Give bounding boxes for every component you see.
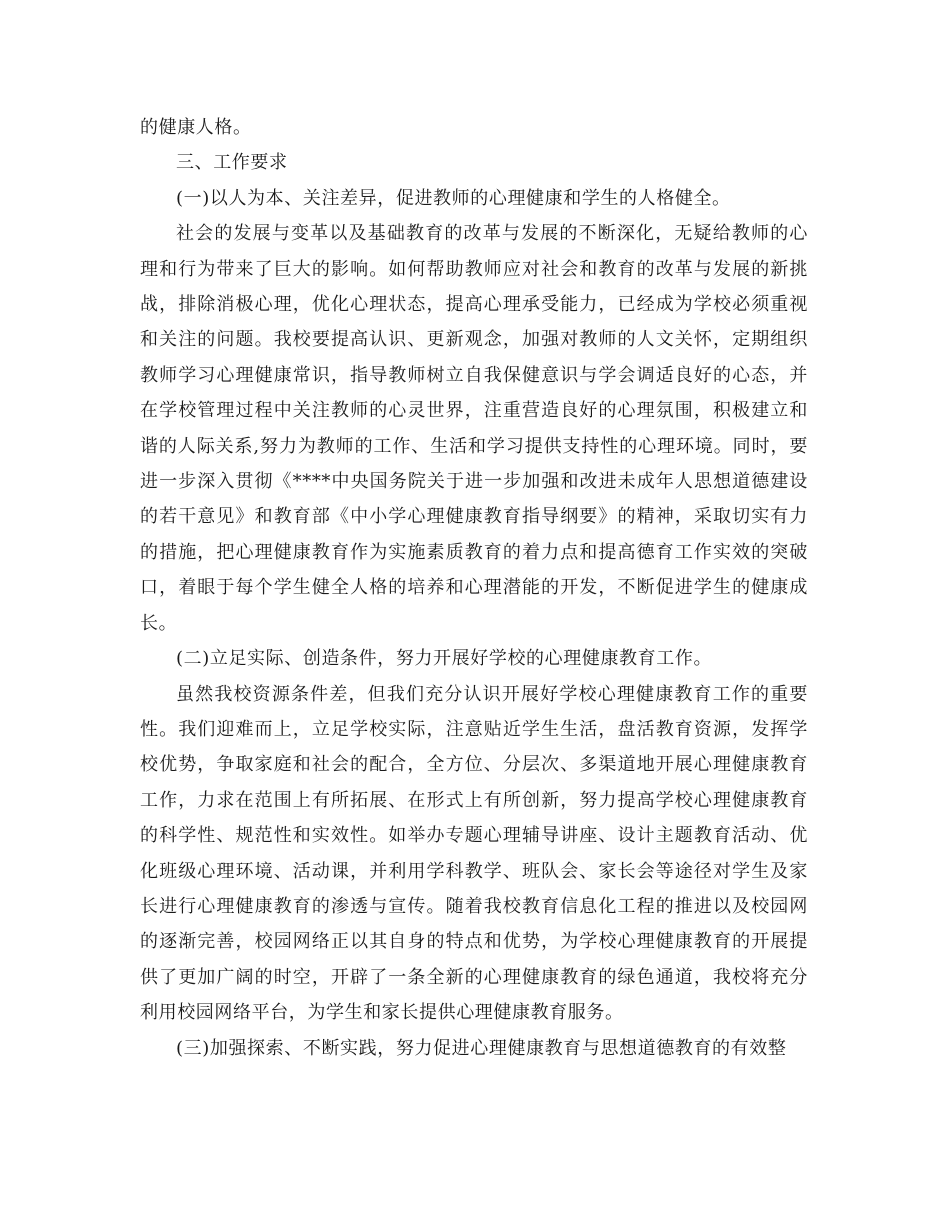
subheading-3: (三)加强探索、不断实践，努力促进心理健康教育与思想道德教育的有效整 [176,1037,787,1059]
paragraph-1: 社会的发展与变革以及基础教育的改革与发展的不断深化，无疑给教师的心理和行为带来了巨大的影响。如何帮助教师应对社会和教育的改革与发展的新挑战，排除消极心理，优化心理状态，提高心理承受能力，已经成为学校必须重视和关注的问题。我校要提高认识、更新观念，加强对教师的人文关怀，定期组织教师学习心理健康常识，指导教师树立自我保健意识与学会调适良好的心态，并在学校管理过程中关注教师的心灵世界，注重营造良好的心理氛围，积极建立和谐的人际关系,努力为教师的工作、生活和学习提供支持性的心理环境。同时，要进一步深入贯彻《****中央国务院关于进一步加强和改进未成年人思想道德建设的若干意见》和教育部《中小学心理健康教育指导纲要》的精神，采取切实有力的措施，把心理健康教育作为实施素质教育的着力点和提高德育工作实效的突破口，着眼于每个学生健全人格的培养和心理潜能的开发，不断促进学生的健康成长。 [140,223,808,634]
section-heading-work-requirements: 三、工作要求 [176,152,288,174]
subheading-1: (一)以人为本、关注差异，促进教师的心理健康和学生的人格健全。 [176,187,731,209]
paragraph-2: 虽然我校资源条件差，但我们充分认识开展好学校心理健康教育工作的重要性。我们迎难而上，立足学校实际，注意贴近学生生活，盘活教育资源，发挥学校优势，争取家庭和社会的配合，全方位、分层次、多渠道地开展心理健康教育工作，力求在范围上有所拓展、在形式上有所创新，努力提高学校心理健康教育的科学性、规范性和实效性。如举办专题心理辅导讲座、设计主题教育活动、优化班级心理环境、活动课，并利用学科教学、班队会、家长会等途径对学生及家长进行心理健康教育的渗透与宣传。随着我校教育信息化工程的推进以及校园网的逐渐完善，校园网络正以其自身的特点和优势，为学校心理健康教育的开展提供了更加广阔的时空，开辟了一条全新的心理健康教育的绿色通道，我校将充分利用校园网络平台，为学生和家长提供心理健康教育服务。 [140,683,808,1024]
document-body [140,110,808,1066]
paragraph-continuation: 的健康人格。 [140,117,252,138]
subheading-2: (二)立足实际、创造条件，努力开展好学校的心理健康教育工作。 [176,648,713,670]
